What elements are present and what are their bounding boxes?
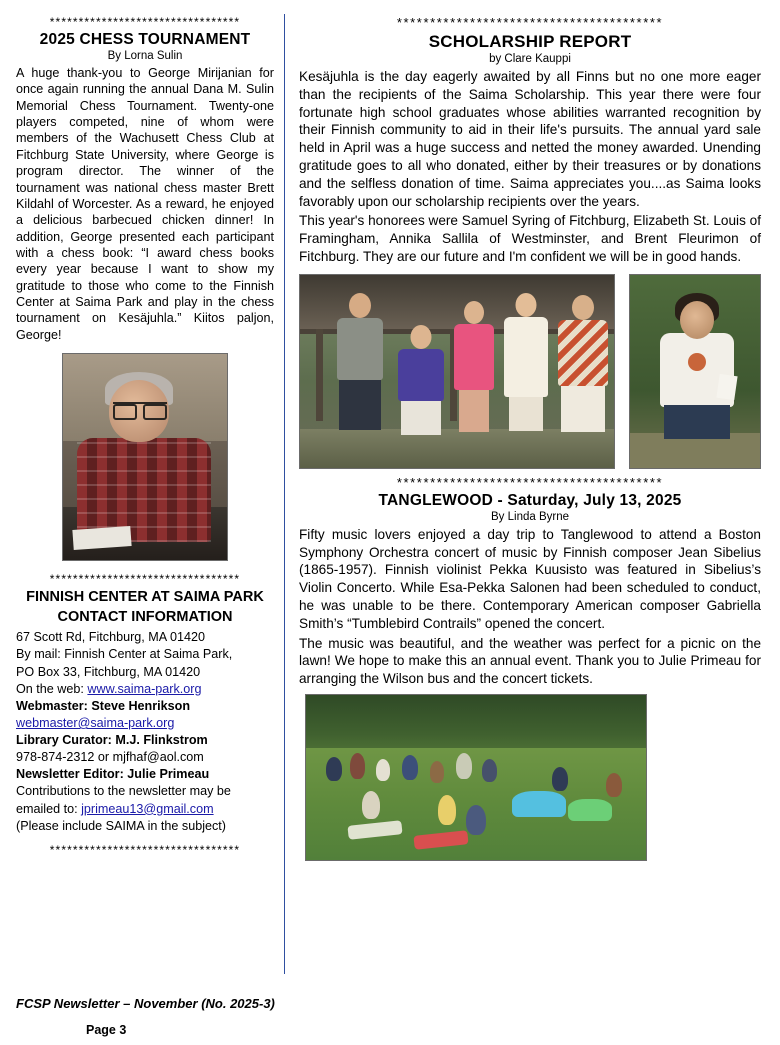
page-columns [16,14,764,969]
page-number: Page 3 [86,1023,127,1037]
contact-webmaster-email-row [16,715,274,732]
photo-shirt-logo [688,353,706,371]
scholarship-recipient-portrait-photo [629,274,761,469]
photo-person-head [572,295,594,320]
contact-webmaster-email[interactable]: webmaster@saima-park.org [16,715,175,730]
photo-person-torso [558,320,608,386]
photo-paper [72,526,131,550]
photo-person-torso [398,349,444,401]
photo-person-legs [509,397,543,431]
contact-curator-contact: 978-874-2312 or mjfhaf@aol.com [16,750,204,765]
photo-person [500,293,552,433]
contact-web-link[interactable]: www.saima-park.org [87,681,202,696]
photo-crowd-figure [376,759,390,781]
photo-crowd-figure [438,795,456,825]
contact-mail-line1: By mail: Finnish Center at Saima Park, [16,647,233,662]
photo-person-head [349,293,371,318]
chess-top-divider: ********************************* [49,16,241,28]
scholarship-para-2: This year's honorees were Samuel Syring of Fitchburg, Elizabeth St. Louis of Framingham, Annika Sallila of Westminster, and Brent Fleurimon of Fitchburg. They are our future and I'm confident we will be in good hands. [299,213,761,264]
contact-webmaster-label: Webmaster: Steve Henrikson [16,698,191,713]
photo-plaid-pattern [77,438,211,542]
photo-person [334,293,386,433]
photo-crowd-figure [456,753,472,779]
tanglewood-para-2: The music was beautiful, and the weather was perfect for a picnic on the lawn! We hope to make this an annual event. Thank you to Julie Primeau for arranging the Wilson bus and the concert tickets. [299,635,761,687]
photo-person-legs [339,380,381,430]
photo-tree-line [306,695,646,751]
photo-person-head [680,301,714,339]
photo-person [450,301,498,433]
contact-contrib-email[interactable]: jprimeau13@gmail.com [81,801,214,816]
photo-ground [300,429,614,468]
photo-crowd-figure [552,767,568,791]
chess-player-photo [62,353,228,561]
photo-person-torso [337,318,383,380]
photo-person-legs [401,401,441,435]
contact-contrib-label: emailed to: [16,801,82,816]
photo-person-legs [561,386,605,432]
contact-top-divider: ********************************* [49,573,241,586]
scholarship-para-1: Kesäjuhla is the day eagerly awaited by all Finns but no one more eager than the recipients of the Saima Scholarship. This year there were four fortunate high school graduates whose abilities warranted recognition by their Finnish community to aid in their life's pursuits. The annual yard sale held in April was a huge success and netted the money awarded. Unending gratitude goes to all who donated, either by their treasures or by donations and the selfless donation of time. Saima appreciates you....as Saima looks favorably upon our scholarship recipients over the years. [299,69,761,209]
photo-person-torso [504,317,548,397]
tanglewood-title-rest: - Saturday, July 13, 2025 [493,491,682,509]
scholarship-top-divider: **************************************** [396,16,664,29]
right-column [293,14,761,861]
photo-person-torso [454,324,494,390]
chess-body: A huge thank-you to George Mirijanian for once again running the annual Dana M. Sulin Memorial Chess Tournament. Twenty-one players competed, nine of whom were members of the Wachusett Chess Club at Fitchburg State University, where George is program director. The winner of the tournament was national chess master Brett Kildahl of Worcester. As a reward, he enjoyed a delicious barbecued chicken dinner! In addition, George presented each participant with a chess book: “I award chess books every year because I want to show my gratitude to those who come to the Finnish Center at Saima Park and play in the chess tournament on Kesäjuhla.” Kiitos paljon, George! [16,66,274,342]
photo-person [396,325,446,433]
tanglewood-top-divider: **************************************** [396,475,664,489]
tanglewood-title [299,492,761,510]
contact-title-line2: CONTACT INFORMATION [57,609,233,626]
contact-title-line1: FINNISH CENTER AT SAIMA PARK [26,589,264,606]
photo-person-shorts [664,405,730,439]
tanglewood-title-bold: TANGLEWOOD [378,491,494,509]
scholarship-byline: by Clare Kauppi [489,53,571,65]
photo-tent [568,799,612,821]
contact-web-label: On the web: [16,681,88,696]
photo-pavilion-post [316,329,323,422]
newsletter-footer: FCSP Newsletter – November (No. 2025-3) [16,996,275,1011]
contact-contrib-line3: (Please include SAIMA in the subject) [16,818,227,833]
column-divider-rule [284,14,285,974]
photo-certificate [716,374,737,400]
photo-crowd-figure [466,805,486,835]
photo-person-head [516,293,537,317]
scholarship-recipients-group-photo [299,274,615,469]
photo-person-legs [459,390,489,432]
contact-editor-label: Newsletter Editor: Julie Primeau [16,767,210,782]
contact-contrib-email-row [16,801,274,818]
photo-crowd-figure [350,753,365,779]
scholarship-headline: SCHOLARSHIP REPORT [428,32,632,51]
contact-bottom-divider: ********************************* [49,843,241,856]
contact-mail-line2: PO Box 33, Fitchburg, MA 01420 [16,664,201,679]
tanglewood-para-1: Fifty music lovers enjoyed a day trip to Tanglewood to attend a Boston Symphony Orchestra concert of music by Finnish composer Jean Sibelius (1865-1957). Finnish violinist Pekka Kuusisto was featured in Sibelius’s Violin Concerto. While Esa-Pekka Salonen had been scheduled to conduct, he was unable to be there. Contemporary American composer Gabriella Smith’s “Tumblebird Contrails” opened the concert. [299,526,761,631]
photo-crowd-figure [482,759,497,782]
photo-tent [512,791,566,817]
photo-crowd-figure [362,791,380,819]
photo-crowd-figure [402,755,418,780]
photo-crowd-figure [606,773,622,797]
photo-person [556,295,610,433]
photo-person-glasses [113,402,167,414]
chess-headline: 2025 CHESS TOURNAMENT [39,31,251,48]
photo-person-head [464,301,484,324]
chess-byline: By Lorna Sulin [107,50,183,62]
contact-curator-label: Library Curator: M.J. Flinkstrom [16,733,208,748]
tanglewood-lawn-concert-photo [305,694,647,861]
photo-crowd-figure [430,761,444,783]
scholarship-photo-row [299,268,761,469]
contact-address: 67 Scott Rd, Fitchburg, MA 01420 [16,630,206,645]
tanglewood-byline: By Linda Byrne [491,510,569,523]
contact-contrib-line1: Contributions to the newsletter may be [16,784,231,799]
photo-crowd-figure [326,757,342,781]
left-column [16,14,284,859]
photo-person-torso [77,438,211,542]
photo-person-head [411,325,432,349]
contact-web-row [16,681,274,698]
